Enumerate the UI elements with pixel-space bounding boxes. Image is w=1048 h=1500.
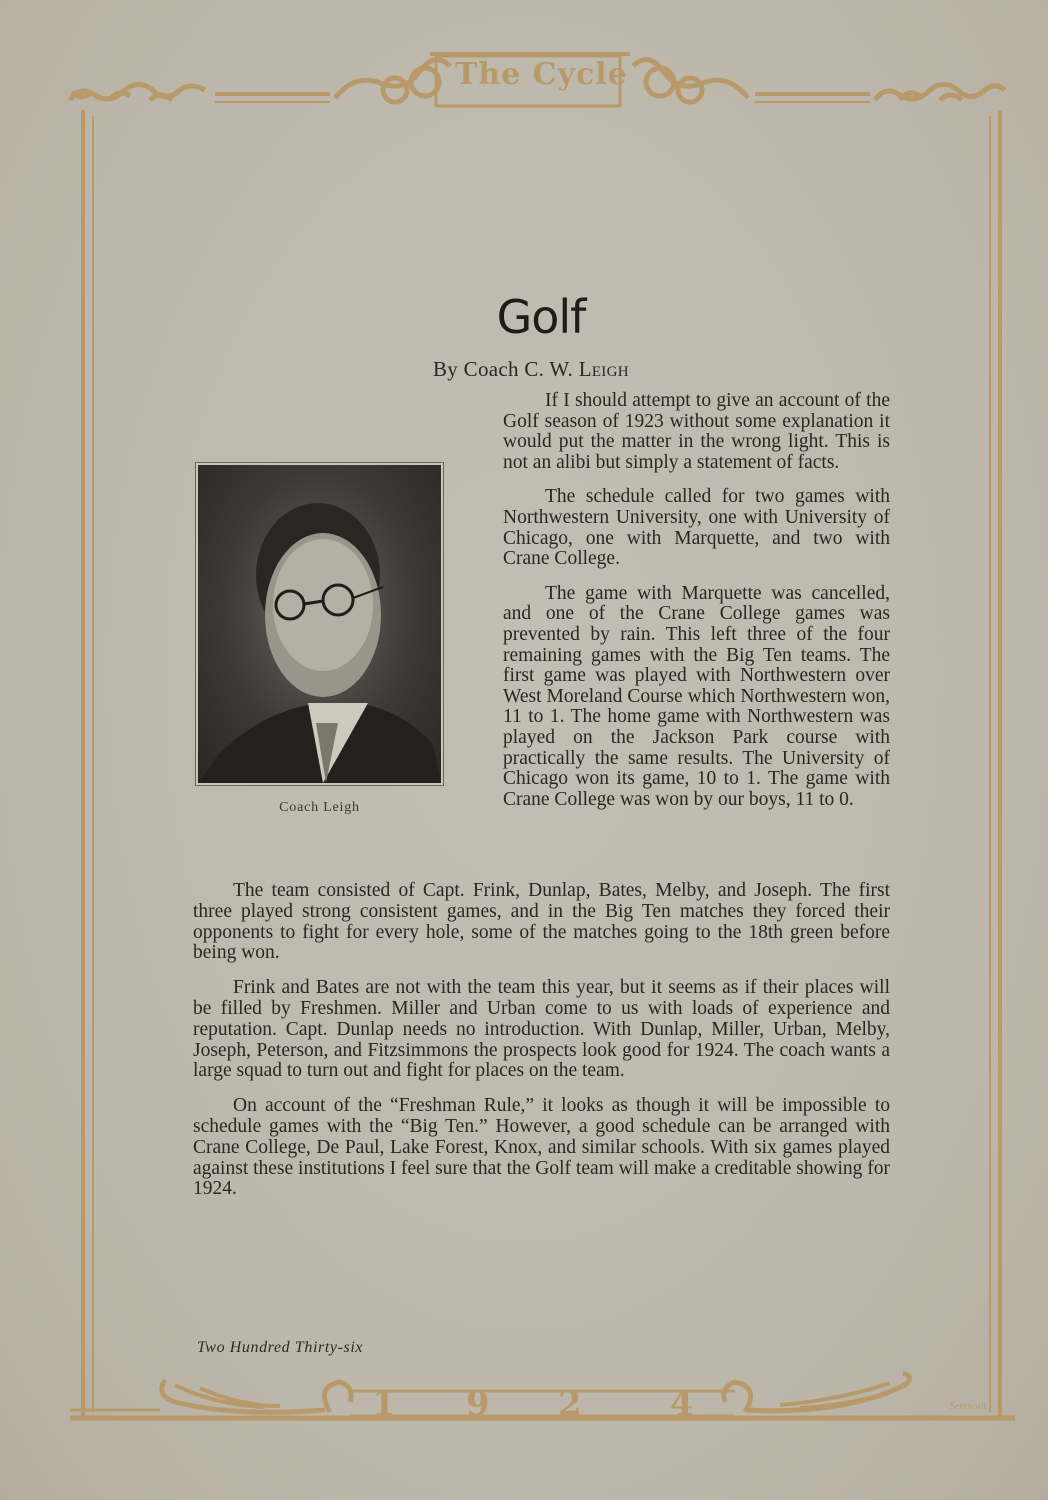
byline (433, 357, 629, 382)
artist-signature: Serescall (950, 1401, 987, 1412)
paragraph-intro: If I should attempt to give an account of the Golf season of 1923 without some explanation it would put the matter in the wrong light. This is not an alibi but simply a statement of facts. (503, 390, 890, 473)
bottom-border (70, 1373, 1015, 1418)
article-body (193, 881, 890, 1214)
portrait-photo (198, 465, 441, 783)
paragraph-freshman-rule: On account of the “Freshman Rule,” it looks as though it will be impossible to schedule games with the “Big Ten.” However, a good schedule can be arranged with Crane College, De Paul, Lake Forest, Knox, and similar schools. With six games played against these institutions I feel sure that the Golf team will make a creditable showing for 1924. (193, 1095, 890, 1200)
paragraph-results: The game with Marquette was cancelled, and one of the Crane College games was prevented by rain. This left three of the four remaining games with the Big Ten teams. The first game was played with Northwestern over West Moreland Course which Northwestern won, 11 to 1. The home game with Northwestern was played on the Jackson Park course with practically the same results. The University of Chicago won its game, 10 to 1. The game with Crane College was won by our boys, 11 to 0. (503, 582, 890, 810)
portrait-figure (198, 465, 441, 783)
year-digit: 9 (466, 1384, 490, 1424)
paragraph-team: The team consisted of Capt. Frink, Dunlap, Bates, Melby, and Joseph. The first three played strong consistent games, and in the Big Ten matches they forced their opponents to fight for every hole, some of the matches going to the 18th green before being won. (193, 880, 890, 964)
photo-caption: Coach Leigh (279, 800, 360, 815)
page-number-label: Two Hundred Thirty-six (197, 1339, 364, 1356)
paragraph-prospects: Frink and Bates are not with the team this year, but it seems as if their places will be filled by Freshmen. Miller and Urban come to us with loads of experience and reputation. Capt. Dunlap needs no introduction. With Dunlap, Miller, Urban, Melby, Joseph, Peterson, and Fitzsimmons the prospects look good for 1924. The coach wants a large squad to turn out and fight for places on the team. (193, 977, 890, 1082)
header-ornament-label: The Cycle (455, 57, 628, 92)
year-digit: 2 (558, 1384, 582, 1424)
byline-prefix: By Coach C. W. (433, 357, 574, 381)
article-column (503, 391, 890, 824)
year-digit: 1 (372, 1384, 396, 1424)
article-title: Golf (496, 290, 586, 344)
paragraph-schedule: The schedule called for two games with Northwestern University, one with University of Chicago, one with Marquette, and two with Crane College. (503, 486, 890, 570)
year-digit: 4 (670, 1384, 694, 1424)
byline-author-name: Leigh (578, 357, 629, 381)
coach-portrait (195, 462, 444, 786)
